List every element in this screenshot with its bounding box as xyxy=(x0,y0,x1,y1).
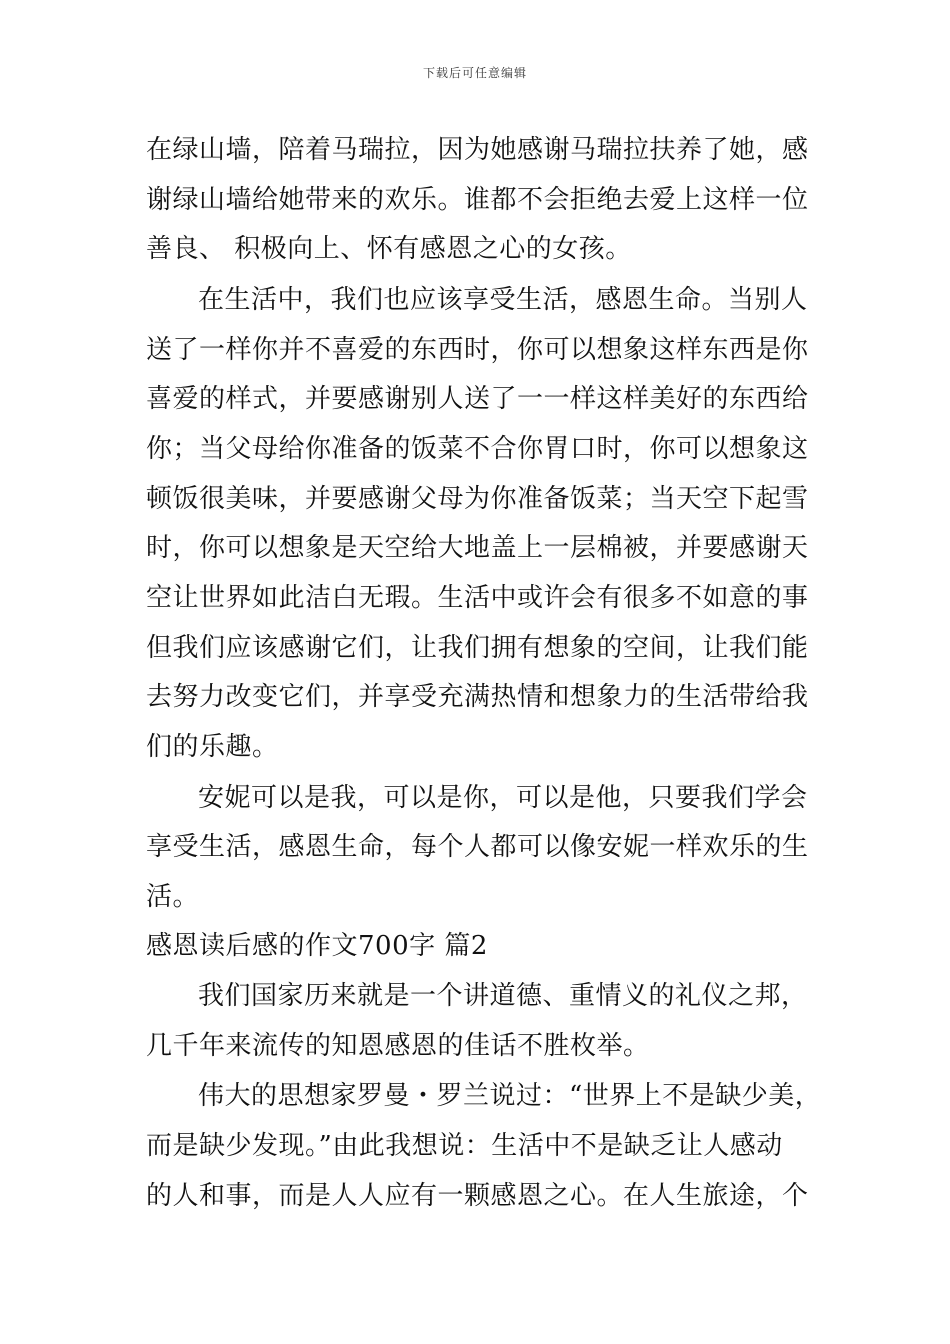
paragraph-first-line: 在生活中，我们也应该享受生活，感恩生命。当别人 xyxy=(198,285,808,315)
paragraph-first-line: 安妮可以是我，可以是你，可以是他，只要我们学会 xyxy=(198,783,808,813)
text-line: 空让世界如此洁白无瑕。生活中或许会有很多不如意的事 xyxy=(146,583,809,613)
text-line: 去努力改变它们，并享受充满热情和想象力的生活带给我 xyxy=(146,682,809,712)
text-line: 几千年来流传的知恩感恩的佳话不胜枚举。 xyxy=(146,1031,650,1061)
text-line: 们的乐趣。 xyxy=(146,732,279,762)
text-line: 谢绿山墙给她带来的欢乐。谁都不会拒绝去爱上这样一位 xyxy=(146,185,809,215)
text-line: 送了一样你并不喜爱的东西时，你可以想象这样东西是你 xyxy=(146,335,809,365)
page-header-note: 下载后可任意编辑 xyxy=(422,66,527,80)
text-line: 你；当父母给你准备的饭菜不合你胃口时，你可以想象这 xyxy=(146,434,809,464)
text-line: 在绿山墙，陪着马瑞拉，因为她感谢马瑞拉扶养了她，感 xyxy=(146,135,809,165)
text-line: 享受生活，感恩生命，每个人都可以像安妮一样欢乐的生 xyxy=(146,832,809,862)
text-line: 顿饭很美味，并要感谢父母为你准备饭菜；当天空下起雪 xyxy=(146,484,809,514)
text-line: 时，你可以想象是天空给大地盖上一层棉被，并要感谢天 xyxy=(146,533,809,563)
text-line: 善良、 积极向上、怀有感恩之心的女孩。 xyxy=(146,234,632,264)
text-line: 的人和事，而是人人应有一颗感恩之心。在人生旅途，个 xyxy=(146,1181,809,1211)
section-heading: 感恩读后感的作文700字 篇2 xyxy=(146,931,488,961)
text-line: 而是缺少发现。”由此我想说：生活中不是缺乏让人感动 xyxy=(146,1131,783,1161)
paragraph-first-line: 我们国家历来就是一个讲道德、重情义的礼仪之邦， xyxy=(198,981,808,1011)
text-line: 活。 xyxy=(146,882,200,912)
paragraph-first-line: 伟大的思想家罗曼・罗兰说过：“世界上不是缺少美， xyxy=(198,1081,822,1111)
text-line: 喜爱的样式，并要感谢别人送了一一样这样美好的东西给 xyxy=(146,384,809,414)
text-line: 但我们应该感谢它们，让我们拥有想象的空间，让我们能 xyxy=(146,633,809,663)
